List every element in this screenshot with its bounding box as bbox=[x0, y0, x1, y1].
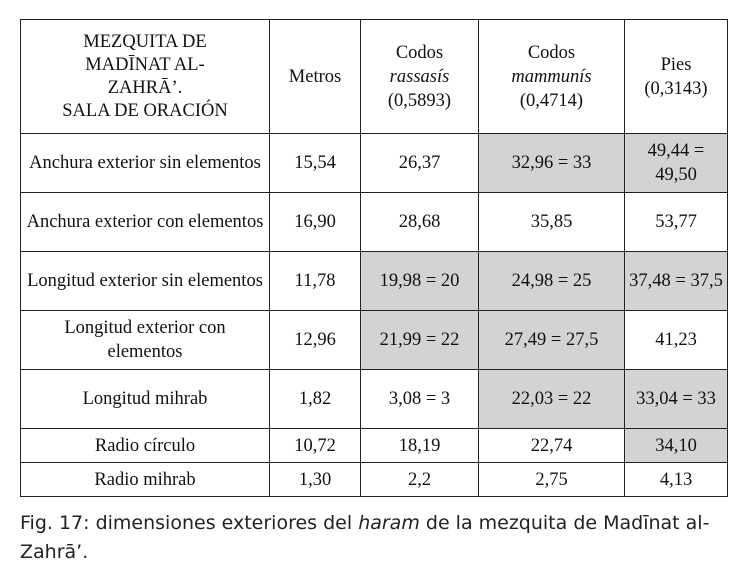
cell-pies: 4,13 bbox=[625, 463, 728, 497]
cell-rassasis: 18,19 bbox=[361, 429, 479, 463]
header-rassasis-sub: rassasís bbox=[389, 66, 450, 87]
table-row bbox=[21, 193, 728, 252]
cell-rassasis: 26,37 bbox=[361, 134, 479, 193]
cell-pies: 41,23 bbox=[625, 311, 728, 370]
row-label: Longitud mihrab bbox=[21, 370, 270, 429]
header-pies-factor: (0,3143) bbox=[644, 78, 708, 99]
header-mammunis-factor: (0,4714) bbox=[519, 90, 584, 111]
cell-rassasis: 2,2 bbox=[361, 463, 479, 497]
cell-rassasis: 3,08 = 3 bbox=[361, 370, 479, 429]
table-row bbox=[21, 134, 728, 193]
cell-mammunis-highlighted: 32,96 = 33 bbox=[479, 134, 625, 193]
header-metros: Metros bbox=[270, 20, 361, 134]
header-pies-name: Pies bbox=[660, 54, 692, 75]
dimensions-table bbox=[20, 19, 728, 497]
cell-metros: 16,90 bbox=[270, 193, 361, 252]
header-title-line: ZAHRĀ’. bbox=[107, 77, 183, 98]
row-label: Anchura exterior con elementos bbox=[21, 193, 270, 252]
cell-pies-highlighted: 49,44 = 49,50 bbox=[625, 134, 728, 193]
header-rassasis-factor: (0,5893) bbox=[387, 90, 452, 111]
cell-mammunis-highlighted: 27,49 = 27,5 bbox=[479, 311, 625, 370]
cell-pies-highlighted: 34,10 bbox=[625, 429, 728, 463]
cell-pies-highlighted: 33,04 = 33 bbox=[625, 370, 728, 429]
header-rassasis-name: Codos bbox=[395, 42, 444, 63]
header-codos-rassasis bbox=[361, 20, 479, 134]
cell-rassasis: 28,68 bbox=[361, 193, 479, 252]
header-codos-mammunis bbox=[479, 20, 625, 134]
caption-text-start: Fig. 17: dimensiones exteriores del bbox=[20, 512, 359, 534]
cell-metros: 1,82 bbox=[270, 370, 361, 429]
cell-metros: 10,72 bbox=[270, 429, 361, 463]
cell-metros: 15,54 bbox=[270, 134, 361, 193]
table-row bbox=[21, 370, 728, 429]
row-label: Longitud exterior con elementos bbox=[21, 311, 270, 370]
header-row bbox=[21, 20, 728, 134]
table-row bbox=[21, 311, 728, 370]
header-pies bbox=[625, 20, 728, 134]
cell-rassasis-highlighted: 21,99 = 22 bbox=[361, 311, 479, 370]
caption-emphasis: haram bbox=[358, 512, 420, 534]
cell-mammunis: 22,74 bbox=[479, 429, 625, 463]
header-title-line: MADĪNAT AL- bbox=[85, 54, 205, 75]
cell-pies: 53,77 bbox=[625, 193, 728, 252]
table-row bbox=[21, 252, 728, 311]
row-label: Longitud exterior sin elementos bbox=[21, 252, 270, 311]
cell-mammunis: 2,75 bbox=[479, 463, 625, 497]
cell-metros: 11,78 bbox=[270, 252, 361, 311]
cell-pies-highlighted: 37,48 = 37,5 bbox=[625, 252, 728, 311]
cell-mammunis-highlighted: 24,98 = 25 bbox=[479, 252, 625, 311]
caption-text-end: de la mezquita de Madīnat al-Zahrā’. bbox=[20, 512, 710, 563]
header-mammunis-sub: mammunís bbox=[511, 66, 592, 87]
figure-caption bbox=[20, 509, 735, 567]
cell-metros: 1,30 bbox=[270, 463, 361, 497]
header-title-line: SALA DE ORACIÓN bbox=[62, 100, 228, 121]
row-label: Radio mihrab bbox=[21, 463, 270, 497]
row-label: Anchura exterior sin elementos bbox=[21, 134, 270, 193]
table-row bbox=[21, 463, 728, 497]
header-title-cell bbox=[21, 20, 270, 134]
header-mammunis-name: Codos bbox=[527, 42, 576, 63]
cell-metros: 12,96 bbox=[270, 311, 361, 370]
cell-rassasis-highlighted: 19,98 = 20 bbox=[361, 252, 479, 311]
header-title-line: MEZQUITA DE bbox=[83, 31, 207, 52]
cell-mammunis: 35,85 bbox=[479, 193, 625, 252]
row-label: Radio círculo bbox=[21, 429, 270, 463]
table-row bbox=[21, 429, 728, 463]
cell-mammunis-highlighted: 22,03 = 22 bbox=[479, 370, 625, 429]
